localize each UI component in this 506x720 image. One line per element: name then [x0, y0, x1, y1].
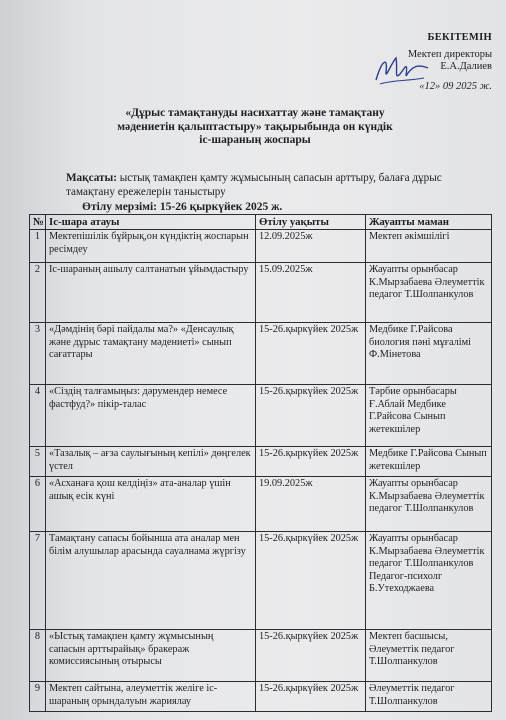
header-responsible: Жауапты маман [366, 215, 492, 230]
table-row [30, 477, 492, 532]
document-heading [60, 107, 450, 148]
row-event: Мектеп сайтына, әлеуметтік желіге іс-шараның орындалуын жариялау [46, 682, 256, 712]
header-number: № [30, 215, 46, 230]
row-event: «Сіздің талғамыңыз: дәрумендер немесе фастфуд?» пікір-талас [46, 385, 256, 447]
table-row [30, 263, 492, 323]
row-event: Мектепішілік бұйрық,он күндіктің жоспарын ресімдеу [46, 230, 256, 263]
row-number: 9 [30, 682, 46, 712]
row-responsible: Жауапты орынбасар К.Мырзабаева Әлеуметтік педагог Т.Шолпанкулов Педагог-психолг Б.Утеходжаева [366, 532, 492, 630]
row-time: 15-26.қыркүйек 2025ж [256, 630, 366, 682]
row-responsible: Жауапты орынбасар К.Мырзабаева Әлеуметтік педагог Т.Шолпанкулов [366, 477, 492, 532]
approval-title: БЕКІТЕМІН [427, 32, 492, 43]
approval-position: Мектеп директоры [407, 49, 492, 60]
row-time: 15-26.қыркүйек 2025ж [256, 385, 366, 447]
row-event: Тамақтану сапасы бойынша ата аналар мен білім алушылар арасында сауалнама жүргізу [46, 532, 256, 630]
row-event: Іс-шараның ашылу салтанатын ұйымдастыру [46, 263, 256, 323]
approval-name: Е.А.Далиев [440, 61, 492, 72]
row-responsible: Мектеп әкімшілігі [366, 230, 492, 263]
row-event: «Дәмдінің бәрі пайдалы ма?» «Денсаулық және дұрыс тамақтану мәдениеті» сынып сағаттары [46, 323, 256, 385]
table-row [30, 682, 492, 712]
approval-month: 09 [442, 81, 454, 92]
row-responsible: Мектеп басшысы, Әлеуметтік педагог Т.Шолпанкулов [366, 630, 492, 682]
table-row [30, 532, 492, 630]
signature-image [372, 50, 432, 90]
heading-line: «Дұрыс тамақтануды насихаттау және тамақтану [125, 107, 385, 119]
heading-line: мәдениетін қалыптастыру» тақырыбында он күндік [117, 120, 393, 133]
row-number: 8 [30, 630, 46, 682]
events-table [29, 214, 492, 712]
row-number: 6 [30, 477, 46, 532]
heading-line: іс-шараның жоспары [199, 134, 311, 146]
row-responsible: Медбике Г.Райсова биология пәні мұғалімі Ф.Мінетова [366, 323, 492, 385]
row-number: 5 [30, 447, 46, 477]
row-responsible: Тәрбие орынбасары Ғ.Аблай Медбике Г.Райсова Сынып жетекшілер [366, 385, 492, 447]
period-line: Өтілу мерзімі: 15-26 қыркүйек 2025 ж. [82, 201, 283, 213]
row-responsible: Жауапты орынбасар К.Мырзабаева Әлеуметтік педагог Т.Шолпанкулов [366, 263, 492, 323]
row-number: 2 [30, 263, 46, 323]
row-time: 15-26.қыркүйек 2025ж [256, 447, 366, 477]
row-responsible: Медбике Г.Райсова Сынып жетекшілер [366, 447, 492, 477]
row-number: 4 [30, 385, 46, 447]
purpose-text: ыстық тамақпен қамту жұмысының сапасын арттыру, балаға дұрыс тамақтану ережелерін таныстыру [66, 172, 442, 198]
header-time: Өтілу уақыты [256, 215, 366, 230]
purpose-label: Мақсаты: [66, 172, 117, 184]
row-time: 15-26.қыркүйек 2025ж [256, 682, 366, 712]
row-time: 15.09.2025ж [256, 263, 366, 323]
row-time: 15-26.қыркүйек 2025ж [256, 323, 366, 385]
row-number: 7 [30, 532, 46, 630]
row-responsible: Әлеуметтік педагог Т.Шолпанкулов [366, 682, 492, 712]
table-row [30, 230, 492, 263]
approval-year: 2025 ж. [455, 81, 492, 92]
row-time: 19.09.2025ж [256, 477, 366, 532]
approval-day: «12» [419, 81, 441, 92]
table-row [30, 385, 492, 447]
table-row [30, 323, 492, 385]
row-number: 1 [30, 230, 46, 263]
row-event: «Асханаға қош келдіңіз» ата-аналар үшін ашық есік күні [46, 477, 256, 532]
row-time: 15-26.қыркүйек 2025ж [256, 532, 366, 630]
row-event: «Ыстық тамақпен қамту жұмысының сапасын арттырайық» бракераж комиссиясының отырысы [46, 630, 256, 682]
header-event: Іс-шара атауы [46, 215, 256, 230]
purpose-paragraph [66, 172, 486, 199]
row-event: «Тазалық – ағза саулығының кепілі» дөңгелек үстел [46, 447, 256, 477]
table-row [30, 447, 492, 477]
table-header-row [30, 215, 492, 230]
table-row [30, 630, 492, 682]
row-number: 3 [30, 323, 46, 385]
row-time: 12.09.2025ж [256, 230, 366, 263]
